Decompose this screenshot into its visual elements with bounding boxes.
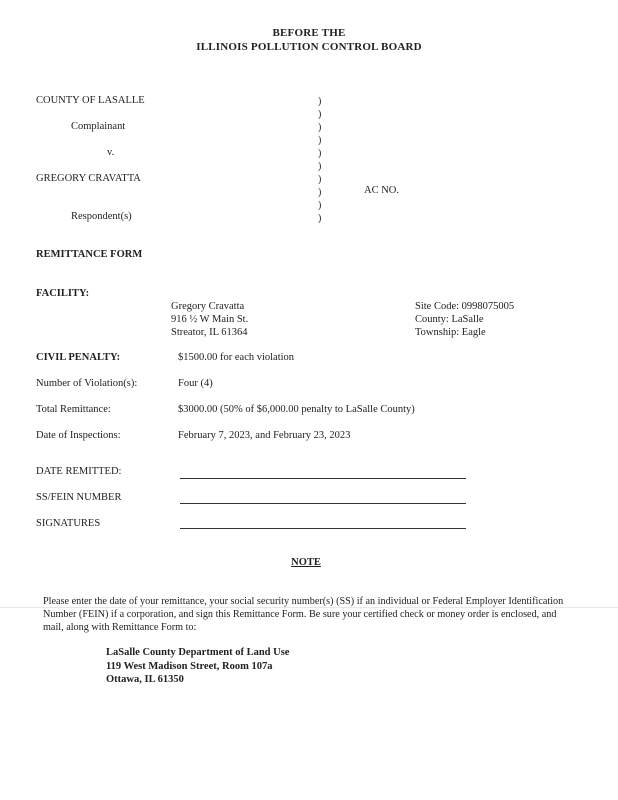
violations-count-label: Number of Violation(s): — [36, 378, 138, 389]
respondent-name: GREGORY CRAVATTA — [36, 173, 141, 184]
signatures-field[interactable] — [180, 528, 466, 529]
civil-penalty-label: CIVIL PENALTY: — [36, 352, 121, 363]
site-township: Township: Eagle — [415, 327, 486, 338]
total-remittance-label: Total Remittance: — [36, 404, 111, 415]
facility-address-line: 916 ½ W Main St. — [171, 314, 249, 325]
form-title: REMITTANCE FORM — [36, 249, 143, 260]
date-remitted-label: DATE REMITTED: — [36, 466, 122, 477]
complainant-role: Complainant — [71, 121, 126, 132]
case-number-label: AC NO. — [364, 185, 400, 196]
civil-penalty-value: $1500.00 for each violation — [178, 352, 295, 363]
caption-parentheses: ) ) ) ) ) ) ) ) ) ) — [318, 96, 322, 224]
facility-address — [171, 300, 248, 339]
total-remittance-value: $3000.00 (50% of $6,000.00 penalty to LaSalle County) — [178, 404, 415, 415]
respondent-role: Respondent(s) — [71, 211, 132, 222]
site-county: County: LaSalle — [415, 314, 484, 325]
mailing-address-line: 119 West Madison Street, Room 107a — [106, 660, 273, 672]
complainant-name: COUNTY OF LASALLE — [36, 95, 145, 106]
note-title: NOTE — [291, 557, 321, 568]
board-heading-line1: BEFORE THE — [272, 27, 346, 39]
facility-label: FACILITY: — [36, 288, 90, 299]
mailing-address-line: Ottawa, IL 61350 — [106, 674, 184, 685]
facility-address-line: Streator, IL 61364 — [171, 327, 248, 338]
note-instructions: Please enter the date of your remittance, your social security number(s) (SS) if an individual or Federal Employer Identification Number (FEIN) if a corporation, and sign this Remittance Form. Be sure your certified check or money order is enclosed, and mail, along with Remittance Form to: — [43, 596, 564, 633]
mailing-address — [106, 646, 289, 687]
facility-address-line: Gregory Cravatta — [171, 301, 245, 312]
versus-label: v. — [107, 147, 115, 158]
inspection-dates-label: Date of Inspections: — [36, 430, 121, 441]
signatures-label: SIGNATURES — [36, 518, 101, 529]
violations-count-value: Four (4) — [178, 378, 213, 389]
site-code: Site Code: 0998075005 — [415, 301, 515, 312]
ss-fein-field[interactable] — [180, 503, 466, 504]
inspection-dates-value: February 7, 2023, and February 23, 2023 — [178, 430, 351, 441]
board-heading-line2: ILLINOIS POLLUTION CONTROL BOARD — [196, 41, 422, 53]
ss-fein-label: SS/FEIN NUMBER — [36, 492, 122, 503]
date-remitted-field[interactable] — [180, 478, 466, 479]
mailing-address-line: LaSalle County Department of Land Use — [106, 647, 290, 658]
facility-site-info — [415, 300, 514, 339]
